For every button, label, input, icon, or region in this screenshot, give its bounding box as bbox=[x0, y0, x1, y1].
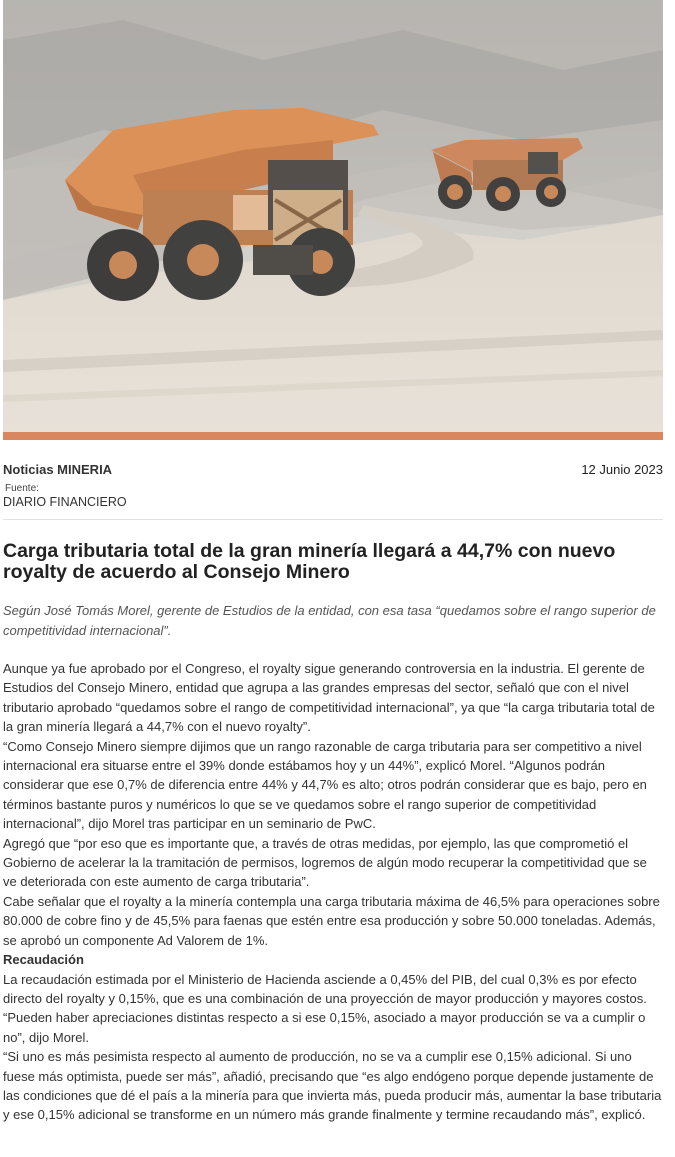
body-paragraph: Aunque ya fue aprobado por el Congreso, el royalty sigue generando controversia en la industria. El gerente de Estudios del Consejo Minero, entidad que agrupa a las grandes empresas del sector, señaló que con el nivel tributario aprobado “quedamos sobre el rango de competitividad internacional”, ya que “la carga tributaria total de la gran minería llegará a 44,7% con el nuevo royalty”. bbox=[3, 661, 655, 735]
category-label[interactable]: Noticias MINERIA bbox=[3, 462, 113, 477]
publish-date: 12 Junio 2023 bbox=[581, 462, 663, 477]
hero-accent-bar bbox=[3, 432, 663, 440]
body-paragraph: “Si uno es más pesimista respecto al aumento de producción, no se va a cumplir ese 0,15% adicional. Si uno fuese más optimista, puede ser más”, añadió, precisando que “es algo endógeno porque depende justamente de las condiciones que dé el país a la minería para que invierta más, pueda producir más, aumentar la base tributaria y ese 0,15% adicional se transforme en un número más grande finalmente y termine recaudando más”, explicó. bbox=[3, 1049, 662, 1123]
body-paragraph: Agregó que “por eso que es importante que, a través de otras medidas, por ejemplo, las que comprometió el Gobierno de acelerar la la tramitación de permisos, logremos de algún modo recuperar la competitividad que se ve deteriorada con este aumento de carga tributaria”. bbox=[3, 835, 647, 890]
body-paragraph: “Como Consejo Minero siempre dijimos que un rango razonable de carga tributaria para ser competitivo a nivel internacional era situarse entre el 39% donde estábamos hoy y un 44%”, explicó Morel. “Algunos podrán considerar que ese 0,7% de diferencia entre 44% y 44,7% es alto; otros podrán considerar que es bajo, pero en términos bastante puros y numéricos lo que se ve quedamos sobre el rango superior de competitividad internacional”, dijo Morel tras participar en un seminario de PwC. bbox=[3, 738, 647, 832]
article-meta bbox=[3, 462, 663, 520]
body-paragraph: La recaudación estimada por el Ministerio de Hacienda asciende a 0,45% del PIB, del cual 0,3% es por efecto directo del royalty y 0,15%, que es una combinación de una proyección de mayor producción y mayores costos. “Pueden haber apreciaciones distintas respecto a si ese 0,15%, asociado a mayor producción se va a cumplir o no”, dijo Morel. bbox=[3, 971, 647, 1045]
body-paragraph: Cabe señalar que el royalty a la minería contempla una carga tributaria máxima de 46,5% para operaciones sobre 80.000 de cobre fino y de 45,5% para faenas que estén entre esa producción y sobre 50.000 toneladas. Además, se aprobó un componente Ad Valorem de 1%. bbox=[3, 893, 660, 948]
source-name: DIARIO FINANCIERO bbox=[3, 495, 127, 509]
article-lead: Según José Tomás Morel, gerente de Estudios de la entidad, con esa tasa “quedamos sobre el rango superior de competitividad internacional”. bbox=[3, 603, 656, 638]
article-body bbox=[3, 659, 663, 1125]
section-heading: Recaudación bbox=[3, 952, 84, 968]
article-title: Carga tributaria total de la gran minería llegará a 44,7% con nuevo royalty de acuerdo al Consejo Minero bbox=[3, 540, 616, 583]
mining-haul-trucks-photo bbox=[3, 0, 663, 432]
source-label: Fuente: bbox=[5, 483, 39, 494]
hero-image bbox=[3, 0, 663, 432]
